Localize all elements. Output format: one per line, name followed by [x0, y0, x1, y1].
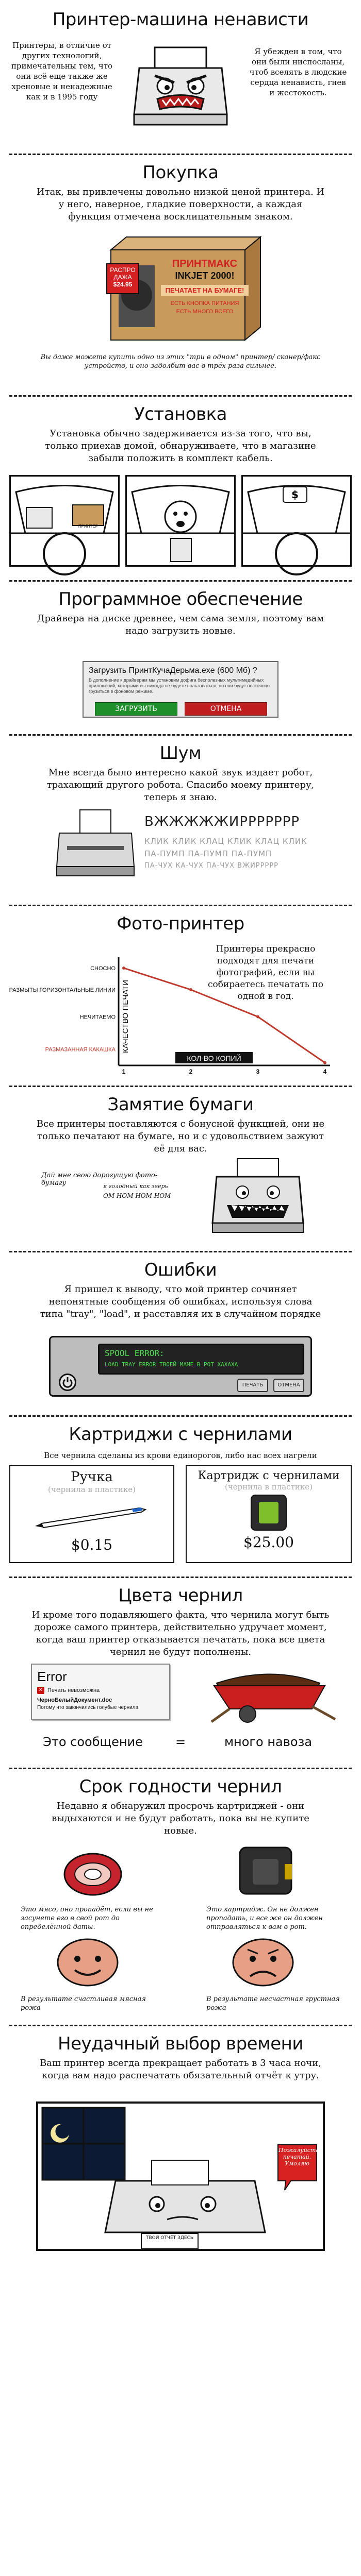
section-colors: [0, 1585, 361, 1760]
hate-right-text: Я убежден в том, что они были ниспосланы, чтоб вселять в людские сердца ненависть, гнев и жестокость.: [249, 47, 347, 97]
cartridge-illustration: [232, 1843, 299, 1900]
jam-note-3: ОМ НОМ НОМ НОМ: [103, 1192, 171, 1199]
lcd-screen: [98, 1344, 304, 1375]
error-line-1: Печать невозможна: [47, 1687, 100, 1693]
section-jam: [0, 1094, 361, 1244]
section-text: Все чернила сделаны из крови единорогов, либо нас всех нагрели: [44, 1451, 317, 1460]
section-text: Установка обычно задерживается из-за того, что вы, только приехав домой, обнаруживаете, что в магазине забыли положить в комплект кабель.: [45, 428, 316, 464]
noise-printer-illustration: [52, 805, 139, 882]
sale-badge-line1: РАСПРО: [110, 266, 136, 274]
chart-y-category: РАЗМЫТЫ ГОРИЗОНТАЛЬНЫЕ ЛИНИИ: [9, 987, 116, 993]
section-title: Шум: [159, 743, 202, 764]
section-text: Я пришел к выводу, что мой принтер сочиняет непонятные сообщения об ошибках, используя слова типа "tray", "load", и расставляя их в случайном порядке: [40, 1284, 321, 1319]
chart-x-label: КОЛ-ВО КОПИЙ: [187, 1054, 241, 1062]
divider: [9, 154, 352, 155]
caption-cartridge: Это картридж. Он не должен пропадать, и все же он должен отправляться к вам в рот.: [206, 1906, 323, 1931]
divider: [9, 580, 352, 582]
speech-bubble: Пожалуйста печатай. Умоляю: [278, 2147, 319, 2167]
noise-line-2: КЛИК КЛИК КЛАЦ КЛИК КЛАЦ КЛИК: [144, 837, 307, 846]
section-text: И кроме того подавляющего факта, что чернила могут быть дороже самого принтера, действительно удручает момент, когда ваш принтер отказывается печатать, пока все цвета чернил не будут пополнены.: [31, 1609, 330, 1657]
error-title: Error: [37, 1669, 67, 1684]
power-icon: [60, 1375, 75, 1389]
section-expiry: [0, 1776, 361, 2018]
print-button[interactable]: ПЕЧАТЬ: [237, 1379, 268, 1392]
pen-subtitle: (чернила в пластике): [48, 1485, 136, 1494]
panel-car-2: [125, 475, 236, 567]
chart-point: [256, 1015, 259, 1019]
chart-point: [323, 1061, 326, 1064]
hungry-printer-illustration: [206, 1156, 309, 1239]
angry-printer-illustration: [129, 37, 232, 135]
error-icon: ✕: [37, 1687, 44, 1694]
box-feature-1: ЕСТЬ КНОПКА ПИТАНИЯ: [170, 300, 239, 307]
chart-y-category: НЕЧИТАЕМО: [79, 1014, 116, 1021]
jam-note-1: Дай мне свою дорогущую фото-бумагу: [41, 1172, 158, 1187]
jam-note-2: я голодный как зверь: [103, 1183, 168, 1190]
section-text: Все принтеры поставляются с бонусной функцией, они не только печатают на бумаге, но и с удовольствием зажуют её для вас.: [36, 1118, 325, 1154]
wheelbarrow-illustration: [201, 1657, 340, 1724]
happy-face-illustration: [52, 1934, 124, 1991]
panel-car-3: [241, 475, 352, 567]
section-text: Принтеры прекрасно подходят для печати фотографий, если вы собираетесь печатать по одной в год.: [208, 944, 323, 1002]
cartridge-price: $25.00: [243, 1534, 294, 1551]
paper-note: ТВОЙ ОТЧЁТ ЗДЕСЬ: [145, 2235, 194, 2241]
section-title: Замятие бумаги: [107, 1094, 254, 1115]
section-title: Принтер-машина ненависти: [52, 9, 309, 30]
cartridge-card: [186, 1465, 352, 1563]
printer-panel: [49, 1336, 312, 1397]
section-title: Фото-принтер: [117, 913, 244, 934]
quality-chart: [9, 950, 351, 1075]
divider: [9, 1251, 352, 1252]
section-hate: [0, 7, 361, 146]
svg-text:$: $: [291, 488, 299, 501]
pen-icon: [10, 1495, 173, 1536]
section-photo: [0, 913, 361, 1078]
divider: [9, 395, 352, 397]
chart-y-category: РАЗМАЗАННАЯ КАКАШКА: [45, 1046, 116, 1053]
box-feature-2: ЕСТЬ МНОГО ВСЕГО: [176, 309, 234, 315]
cancel-button[interactable]: ОТМЕНА: [185, 702, 267, 716]
divider: [9, 1768, 352, 1769]
chart-y-label: КАЧЕСТВО ПЕЧАТИ: [121, 980, 130, 1053]
comic-page: [0, 7, 361, 2576]
cancel-button[interactable]: ОТМЕНА: [273, 1379, 304, 1392]
section-errors: [0, 1260, 361, 1408]
night-scene-panel: [36, 2102, 325, 2251]
section-title: Ошибки: [144, 1260, 217, 1280]
section-cartridges: [0, 1424, 361, 1569]
sale-badge: [106, 263, 139, 294]
error-row: [37, 1687, 164, 1694]
cartridge-title: Картридж с чернилами: [198, 1469, 340, 1482]
section-timing: [0, 2033, 361, 2250]
noise-line-4: ПА-ЧУХ КА-ЧУХ ПА-ЧУХ ВЖИРРРРР: [144, 862, 278, 870]
pen-title: Ручка: [71, 1469, 113, 1485]
section-title: Установка: [134, 404, 227, 425]
box-model: INKJET 2000!: [175, 270, 235, 281]
cartridge-icon: [187, 1493, 351, 1534]
pen-price: $0.15: [71, 1536, 113, 1553]
dialog-title: Загрузить ПринтКучаДерьма.exe (600 Мб) ?: [89, 666, 257, 675]
error-dialog: [31, 1664, 170, 1720]
divider: [9, 734, 352, 736]
chart-x-tick: 3: [256, 1068, 260, 1075]
section-purchase: [0, 162, 361, 388]
divider: [9, 1086, 352, 1087]
section-title: Неудачный выбор времени: [58, 2033, 303, 2054]
cartridge-subtitle: (чернила в пластике): [225, 1482, 313, 1492]
box-label: ПРИНТЕР: [78, 524, 99, 529]
pen-card: [9, 1465, 174, 1563]
box-slogan: ПЕЧАТАЕТ НА БУМАГЕ!: [161, 285, 249, 296]
section-title: Программное обеспечение: [58, 589, 303, 609]
chart-svg: [9, 950, 351, 1075]
divider: [9, 1415, 352, 1417]
section-title: Цвета чернил: [118, 1585, 243, 1606]
chart-x-tick: 2: [189, 1068, 193, 1075]
equation-right: много навоза: [224, 1735, 313, 1749]
hate-left-text: Принтеры, в отличие от других технологий, примечательны тем, что они всё еще также же хреновые и ненадежные как и в 1995 году: [11, 41, 113, 101]
box-brand: ПРИНТМАКС: [172, 258, 238, 269]
section-title: Срок годности чернил: [79, 1776, 282, 1797]
chart-point: [189, 988, 192, 991]
download-dialog: [83, 661, 278, 718]
section-text: Мне всегда было интересно какой звук издает робот, трахающий другого робота. Спасибо моему принтеру, теперь я знаю.: [46, 767, 315, 803]
noise-line-1: ВЖЖЖЖЖИРРРРРРР: [144, 814, 300, 829]
section-title: Покупка: [142, 162, 219, 183]
panel-car-1: [9, 475, 120, 567]
caption-meat: Это мясо, оно пропадёт, если вы не засунете его в свой рот до определённой даты.: [21, 1906, 153, 1931]
chart-point: [122, 967, 125, 970]
lcd-title: SPOOL ERROR:: [105, 1348, 165, 1358]
power-button[interactable]: [59, 1374, 76, 1391]
chart-series-line: [124, 968, 325, 1063]
divider: [9, 1577, 352, 1578]
chart-y-category: СНОСНО: [90, 965, 116, 972]
section-text: Драйвера на диске древнее, чем сама земля, поэтому вам надо загрузить новые.: [37, 613, 324, 636]
error-line-2: ЧерноБелыйДокумент.doc: [37, 1697, 112, 1703]
section-text: Итак, вы привлечены довольно низкой ценой принтера. И у него, наверное, гладкие поверхности, а каждая функция отмечена восклицательным знаком.: [36, 187, 325, 222]
chart-x-tick: 4: [323, 1068, 327, 1075]
section-install: [0, 404, 361, 573]
section-noise: [0, 743, 361, 897]
sad-face-illustration: [227, 1934, 299, 1991]
caption-happy: В результате счастливая мясная рожа: [21, 1995, 146, 2012]
section-title: Картриджи с чернилами: [69, 1424, 292, 1445]
download-button[interactable]: ЗАГРУЗИТЬ: [95, 702, 177, 716]
error-line-3: Потому что закончились голубые чернила: [37, 1705, 139, 1710]
purchase-caption: Вы даже можете купить одно из этих "три в одном" принтер/ сканер/факс устройств, и оно задолбит вас в трёх раза сильнее.: [40, 353, 321, 370]
section-text: Недавно я обнаружил просрочь картриджей - они выдыхаются и не будут работать, пока вы не купите новые.: [52, 1801, 309, 1836]
caption-sad: В результате несчастная грустная рожа: [206, 1995, 340, 2012]
divider: [9, 2025, 352, 2026]
equation-sign: =: [175, 1735, 186, 1749]
noise-line-3: ПА-ПУМП ПА-ПУМП ПА-ПУМП: [144, 849, 272, 858]
sale-badge-line2: ДАЖА: [113, 274, 132, 281]
dialog-note: В дополнение к драйверам мы установим дофига бесполезных мультимедийных приложений, которыми вы никогда не будете пользоваться, но они будут постоянно грузиться в фоновом режиме.: [89, 677, 270, 694]
divider: [9, 905, 352, 906]
chart-x-tick: 1: [122, 1068, 126, 1075]
section-software: [0, 589, 361, 727]
sale-badge-price: $24.95: [113, 281, 133, 288]
section-text: Ваш принтер всегда прекращает работать в 3 часа ночи, когда вам надо распечатать обязательный отчёт к утру.: [40, 2058, 321, 2081]
meat-illustration: [57, 1843, 129, 1900]
lcd-message: LOAD TRAY ERROR ТВОЕЙ МАМЕ В РОТ ХАХАХА: [105, 1361, 238, 1368]
equation-left: Это сообщение: [43, 1735, 143, 1749]
